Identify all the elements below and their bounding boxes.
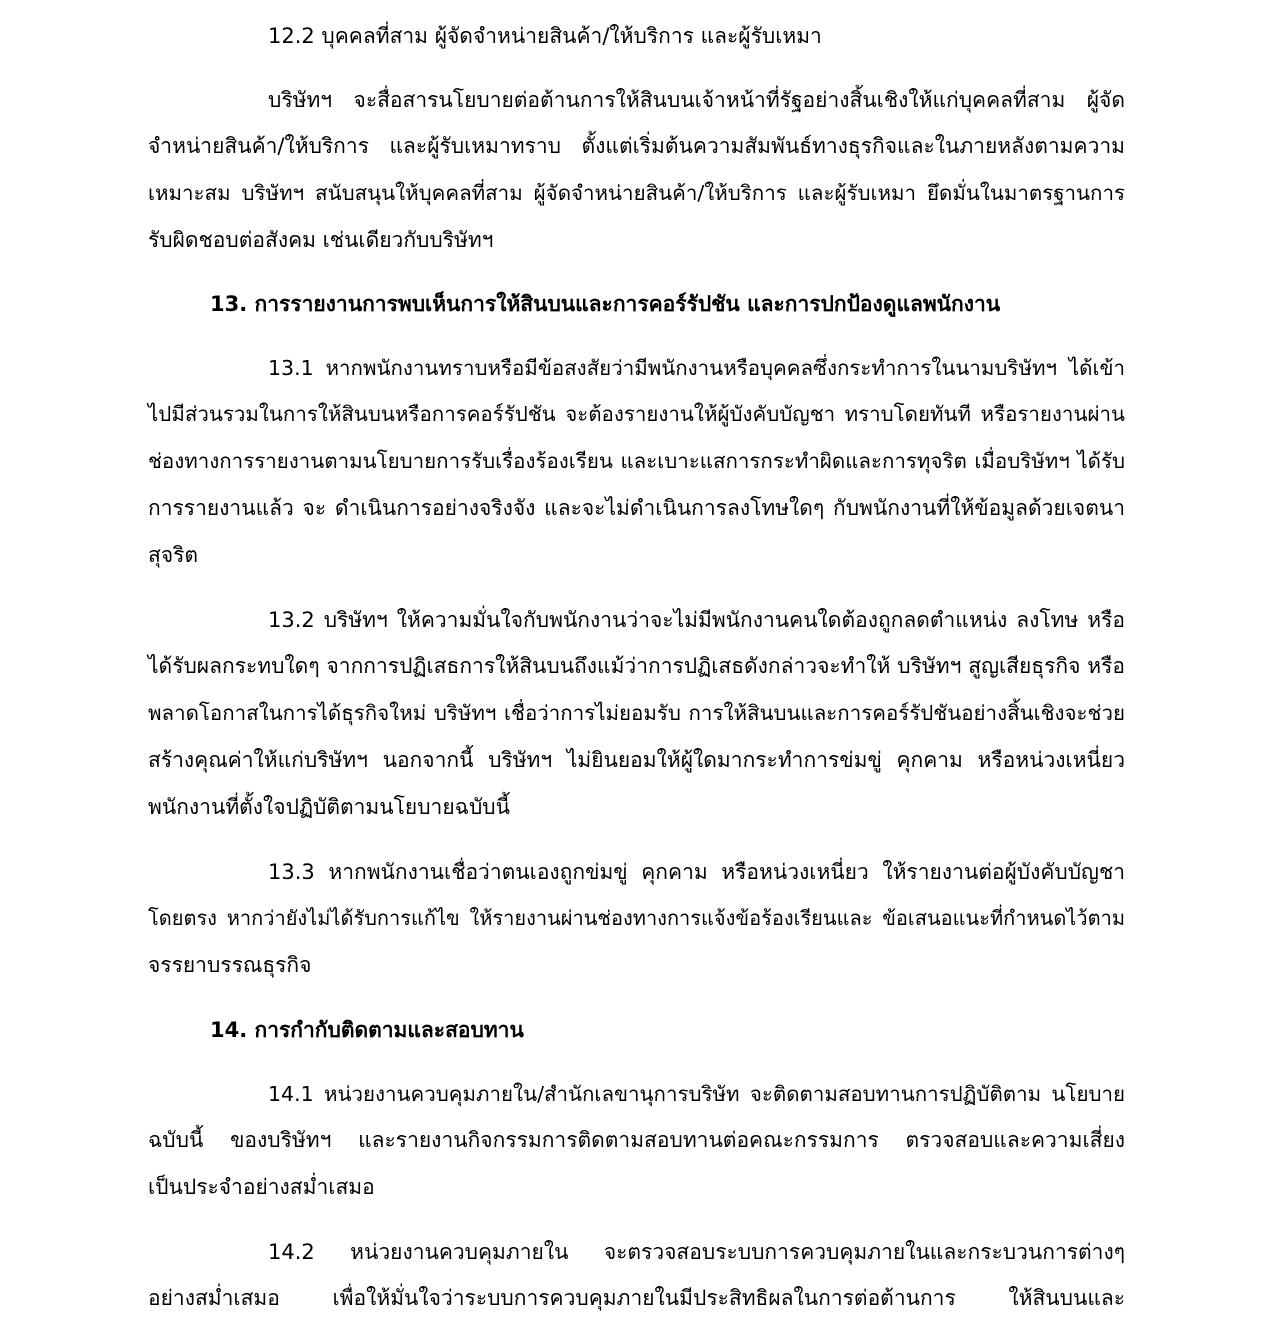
paragraph-line: พลาดโอกาสในการได้ธุรกิจใหม่ บริษัทฯ เชื่อว่าการไม่ยอมรับ การให้สินบนและการคอร์รัปชันอย่างสิ้นเชิงจะช่วย — [148, 701, 1125, 725]
paragraph-line: 13.2 บริษัทฯ ให้ความมั่นใจกับพนักงานว่าจะไม่มีพนักงานคนใดต้องถูกลดตำแหน่ง ลงโทษ หรือ — [268, 608, 1125, 632]
paragraph-line: เป็นประจำอย่างสม่ำเสมอ — [148, 1175, 375, 1199]
paragraph-line: 14.2 หน่วยงานควบคุมภายใน จะตรวจสอบระบบการควบคุมภายในและกระบวนการต่างๆ — [268, 1240, 1125, 1264]
section-heading-13: 13. การรายงานการพบเห็นการให้สินบนและการคอร์รัปชัน และการปกป้องดูแลพนักงาน — [210, 292, 1001, 316]
paragraph-line: โดยตรง หากว่ายังไม่ได้รับการแก้ไข ให้รายงานผ่านช่องทางการแจ้งข้อร้องเรียนและ ข้อเสนอแนะที่กำหนดไว้ตาม — [148, 906, 1125, 930]
paragraph-line: เหมาะสม บริษัทฯ สนับสนุนให้บุคคลที่สาม ผู้จัดจำหน่ายสินค้า/ให้บริการ และผู้รับเหมา ยึดมั่นในมาตรฐานการ — [148, 181, 1125, 205]
subsection-heading-12-2: 12.2 บุคคลที่สาม ผู้จัดจำหน่ายสินค้า/ให้บริการ และผู้รับเหมา — [268, 24, 822, 48]
paragraph-line: สร้างคุณค่าให้แก่บริษัทฯ นอกจากนี้ บริษัทฯ ไม่ยินยอมให้ผู้ใดมากระทำการข่มขู่ คุกคาม หรือหน่วงเหนี่ยว — [148, 748, 1125, 772]
paragraph-line: รับผิดชอบต่อสังคม เช่นเดียวกับบริษัทฯ — [148, 228, 494, 252]
paragraph-line: สุจริต — [148, 543, 199, 567]
paragraph-line: บริษัทฯ จะสื่อสารนโยบายต่อต้านการให้สินบนเจ้าหน้าที่รัฐอย่างสิ้นเชิงให้แก่บุคคลที่สาม ผู้จัด — [268, 88, 1125, 112]
paragraph-line: 14.1 หน่วยงานควบคุมภายใน/สำนักเลขานุการบริษัท จะติดตามสอบทานการปฏิบัติตาม นโยบาย — [268, 1082, 1125, 1106]
paragraph-line: ได้รับผลกระทบใดๆ จากการปฏิเสธการให้สินบนถึงแม้ว่าการปฏิเสธดังกล่าวจะทำให้ บริษัทฯ สูญเสียธุรกิจ หรือ — [148, 654, 1125, 678]
paragraph-line: จรรยาบรรณธุรกิจ — [148, 953, 312, 977]
paragraph-line: 13.1 หากพนักงานทราบหรือมีข้อสงสัยว่ามีพนักงานหรือบุคคลซึ่งกระทำการในนามบริษัทฯ ได้เข้า — [268, 356, 1125, 380]
paragraph-line: ไปมีส่วนรวมในการให้สินบนหรือการคอร์รัปชัน จะต้องรายงานให้ผู้บังคับบัญชา ทราบโดยทันที หรือรายงานผ่าน — [148, 402, 1125, 426]
paragraph-line: จำหน่ายสินค้า/ให้บริการ และผู้รับเหมาทราบ ตั้งแต่เริ่มต้นความสัมพันธ์ทางธุรกิจและในภายหลังตามความ — [148, 134, 1125, 158]
paragraph-line: ช่องทางการรายงานตามนโยบายการรับเรื่องร้องเรียน และเบาะแสการกระทำผิดและการทุจริต เมื่อบริษัทฯ ได้รับ — [148, 449, 1125, 473]
section-heading-14: 14. การกำกับติดตามและสอบทาน — [210, 1018, 524, 1042]
paragraph-line: การรายงานแล้ว จะ ดำเนินการอย่างจริงจัง และจะไม่ดำเนินการลงโทษใดๆ กับพนักงานที่ให้ข้อมูลด้วยเจตนา — [148, 496, 1125, 520]
paragraph-line: 13.3 หากพนักงานเชื่อว่าตนเองถูกข่มขู่ คุกคาม หรือหน่วงเหนี่ยว ให้รายงานต่อผู้บังคับบัญชา — [268, 860, 1125, 884]
paragraph-line: อย่างสม่ำเสมอ เพื่อให้มั่นใจว่าระบบการควบคุมภายในมีประสิทธิผลในการต่อต้านการ ให้สินบนและ — [148, 1286, 1125, 1310]
paragraph-line: พนักงานที่ตั้งใจปฏิบัติตามนโยบายฉบับนี้ — [148, 795, 510, 819]
paragraph-line: ฉบับนี้ ของบริษัทฯ และรายงานกิจกรรมการติดตามสอบทานต่อคณะกรรมการ ตรวจสอบและความเสี่ยง — [148, 1128, 1125, 1152]
